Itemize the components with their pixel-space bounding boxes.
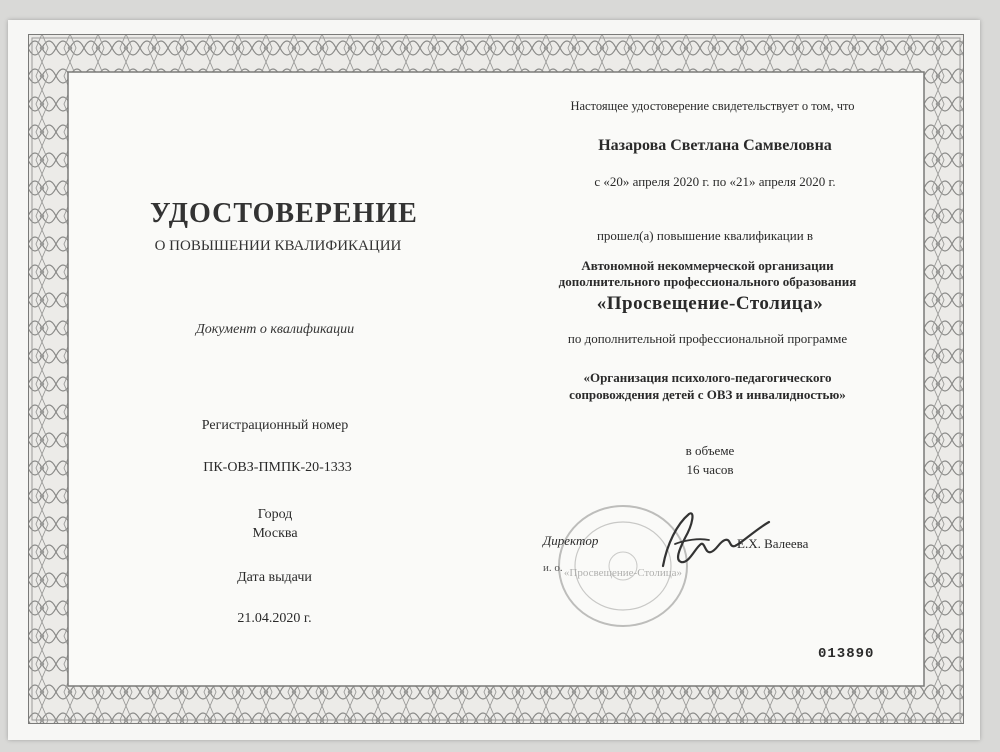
- organization-line-1: Автономной некоммерческой организации: [581, 258, 834, 273]
- certificate-subtitle: О ПОВЫШЕНИИ КВАЛИФИКАЦИИ: [154, 238, 402, 254]
- program-label: по дополнительной профессиональной программе: [567, 331, 848, 346]
- recipient-name: Назарова Светлана Самвеловна: [598, 137, 832, 154]
- director-name: Е.Х. Валеева: [737, 536, 809, 551]
- volume-label: в объеме: [685, 443, 735, 458]
- registration-number: ПК-ОВЗ-ПМПК-20-1333: [203, 460, 352, 475]
- serial-number: 013890: [818, 646, 875, 662]
- city-label: Город: [257, 507, 293, 522]
- issue-date-value: 21.04.2020 г.: [237, 611, 312, 626]
- registration-label: Регистрационный номер: [201, 418, 349, 433]
- director-label: Директор: [543, 533, 599, 548]
- organization-name: «Просвещение-Столица»: [596, 293, 824, 314]
- document-kind: Документ о квалификации: [195, 322, 355, 337]
- program-title-line-1: «Организация психолого-педагогического: [583, 370, 832, 385]
- acting-label: и. о.: [543, 562, 563, 574]
- program-title-line-2: сопровождения детей с ОВЗ и инвалидностью»: [569, 387, 846, 402]
- passed-text: прошел(а) повышение квалификации в: [596, 228, 814, 243]
- intro-text: Настоящее удостоверение свидетельствует о том, что: [570, 99, 855, 113]
- certificate-title: УДОСТОВЕРЕНИЕ: [150, 198, 418, 229]
- organization-line-2: дополнительного профессионального образования: [558, 274, 857, 289]
- hours-value: 16 часов: [686, 462, 734, 477]
- issue-date-label: Дата выдачи: [237, 570, 312, 585]
- stamp-text: «Просвещение-Столица»: [563, 567, 683, 579]
- city-value: Москва: [252, 526, 298, 541]
- training-dates: с «20» апреля 2020 г. по «21» апреля 2020 г.: [594, 174, 836, 189]
